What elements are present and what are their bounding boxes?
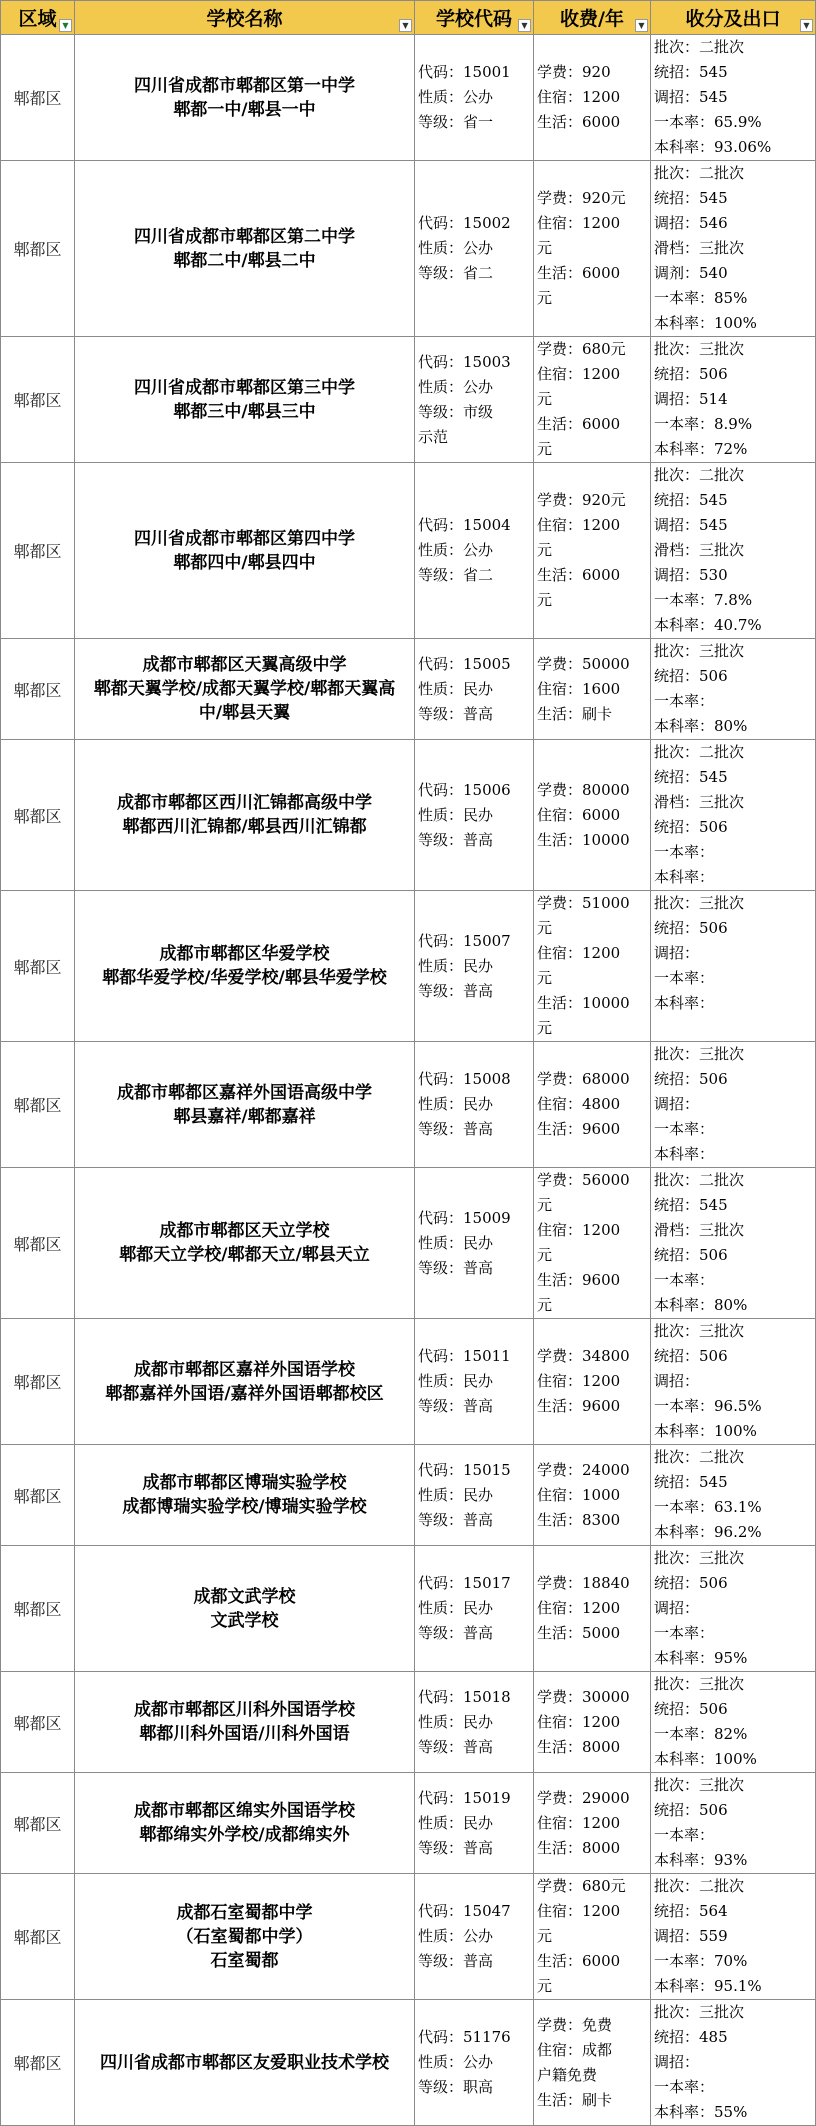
table-row <box>1 1042 816 1168</box>
school-code-cell[interactable]: 代码：15011 性质：民办 等级：普高 <box>415 1319 534 1445</box>
exit-cell[interactable]: 批次：三批次 统招：506 调招： 一本率： 本科率： <box>651 1042 816 1168</box>
table-row <box>1 35 816 161</box>
school-code-cell[interactable]: 代码：15019 性质：民办 等级：普高 <box>415 1773 534 1874</box>
school-name-line: 成都文武学校 <box>193 1586 296 1607</box>
school-name-cell[interactable] <box>75 1042 415 1168</box>
filter-active-icon[interactable]: ▼ <box>59 19 72 32</box>
table-row <box>1 161 816 337</box>
school-name-line: 郫都绵实外学校/成都绵实外 <box>139 1825 350 1845</box>
school-name-cell[interactable] <box>75 1445 415 1546</box>
dropdown-arrow-icon[interactable]: ▼ <box>635 19 648 32</box>
region-cell[interactable]: 郫都区 <box>1 891 75 1042</box>
header-school-name[interactable] <box>75 1 415 35</box>
school-name-cell[interactable] <box>75 639 415 740</box>
fee-cell[interactable]: 学费：50000 住宿：1600 生活：刷卡 <box>534 639 651 740</box>
exit-cell[interactable]: 批次：三批次 统招：506 一本率： 本科率：93% <box>651 1773 816 1874</box>
dropdown-arrow-icon[interactable]: ▼ <box>800 19 813 32</box>
fee-cell[interactable]: 学费：920元 住宿：1200 元 生活：6000 元 <box>534 161 651 337</box>
school-name-line: 郫都三中/郫县三中 <box>173 401 316 422</box>
school-name-cell[interactable] <box>75 1874 415 2000</box>
school-name-line: 成都市郫都区华爱学校 <box>159 944 330 964</box>
exit-cell[interactable]: 批次：二批次 统招：545 调招：545 一本率：65.9% 本科率：93.06% <box>651 35 816 161</box>
region-cell[interactable]: 郫都区 <box>1 1672 75 1773</box>
school-name-line: 郫县嘉祥/郫都嘉祥 <box>173 1106 316 1127</box>
region-cell[interactable]: 郫都区 <box>1 35 75 161</box>
header-school-name-label: 学校名称 <box>206 8 283 30</box>
region-cell[interactable]: 郫都区 <box>1 1874 75 2000</box>
school-name-line: 文武学校 <box>210 1610 279 1631</box>
fee-cell[interactable]: 学费：29000 住宿：1200 生活：8000 <box>534 1773 651 1874</box>
table-row <box>1 1874 816 2000</box>
exit-cell[interactable]: 批次：二批次 统招：545 滑档：三批次 统招：506 一本率： 本科率：80% <box>651 1168 816 1319</box>
school-code-cell[interactable]: 代码：15018 性质：民办 等级：普高 <box>415 1672 534 1773</box>
header-exit-label: 收分及出口 <box>685 8 781 30</box>
school-name-line: 四川省成都市郫都区第一中学 <box>134 75 355 96</box>
school-name-line: 成都市郫都区川科外国语学校 <box>134 1700 355 1720</box>
school-code-cell[interactable]: 代码：15015 性质：民办 等级：普高 <box>415 1445 534 1546</box>
exit-cell[interactable]: 批次：三批次 统招：485 调招： 一本率： 本科率：55% <box>651 2000 816 2126</box>
exit-cell[interactable]: 批次：三批次 统招：506 一本率：82% 本科率：100% <box>651 1672 816 1773</box>
header-row <box>1 1 816 35</box>
table-row <box>1 1319 816 1445</box>
school-name-cell[interactable] <box>75 463 415 639</box>
fee-cell[interactable]: 学费：24000 住宿：1000 生活：8300 <box>534 1445 651 1546</box>
fee-cell[interactable]: 学费：18840 住宿：1200 生活：5000 <box>534 1546 651 1672</box>
region-cell[interactable]: 郫都区 <box>1 1042 75 1168</box>
fee-cell[interactable]: 学费：56000 元 住宿：1200 元 生活：9600 元 <box>534 1168 651 1319</box>
school-name-cell[interactable] <box>75 891 415 1042</box>
school-name-line: 四川省成都市郫都区第四中学 <box>134 528 355 549</box>
exit-cell[interactable]: 批次：二批次 统招：545 调招：545 滑档：三批次 调招：530 一本率：7.8% 本科率：40.7% <box>651 463 816 639</box>
region-cell[interactable]: 郫都区 <box>1 639 75 740</box>
school-code-cell[interactable]: 代码：15008 性质：民办 等级：普高 <box>415 1042 534 1168</box>
fee-cell[interactable]: 学费：680元 住宿：1200 元 生活：6000 元 <box>534 337 651 463</box>
dropdown-arrow-icon[interactable]: ▼ <box>518 19 531 32</box>
school-name-line: 郫都天立学校/郫都天立/郫县天立 <box>119 1245 370 1265</box>
school-code-cell[interactable]: 代码：15017 性质：民办 等级：普高 <box>415 1546 534 1672</box>
region-cell[interactable]: 郫都区 <box>1 161 75 337</box>
header-region-label: 区域 <box>18 8 57 30</box>
school-name-line: 成都市郫都区天立学校 <box>159 1221 330 1241</box>
exit-cell[interactable]: 批次：二批次 统招：564 调招：559 一本率：70% 本科率：95.1% <box>651 1874 816 2000</box>
school-name-cell[interactable] <box>75 35 415 161</box>
school-code-cell[interactable]: 代码：15047 性质：公办 等级：普高 <box>415 1874 534 2000</box>
region-cell[interactable]: 郫都区 <box>1 463 75 639</box>
table-row <box>1 2000 816 2126</box>
fee-cell[interactable]: 学费：免费 住宿：成都 户籍免费 生活：刷卡 <box>534 2000 651 2126</box>
exit-cell[interactable]: 批次：三批次 统招：506 一本率： 本科率：80% <box>651 639 816 740</box>
school-name-line: 成都市郫都区嘉祥外国语学校 <box>134 1359 355 1380</box>
fee-cell[interactable]: 学费：51000 元 住宿：1200 元 生活：10000 元 <box>534 891 651 1042</box>
school-name-line: 成都市郫都区西川汇锦都高级中学 <box>117 793 372 813</box>
school-code-cell[interactable]: 代码：51176 性质：公办 等级：职高 <box>415 2000 534 2126</box>
fee-cell[interactable]: 学费：30000 住宿：1200 生活：8000 <box>534 1672 651 1773</box>
fee-cell[interactable]: 学费：68000 住宿：4800 生活：9600 <box>534 1042 651 1168</box>
school-name-line: （石室蜀都中学） <box>176 1926 313 1947</box>
fee-cell[interactable]: 学费：80000 住宿：6000 生活：10000 <box>534 740 651 891</box>
table-row <box>1 463 816 639</box>
table-body <box>1 35 816 2126</box>
table-row <box>1 1546 816 1672</box>
school-name-line: 郫都四中/郫县四中 <box>173 552 316 573</box>
region-cell[interactable]: 郫都区 <box>1 1319 75 1445</box>
school-name-line: 郫都天翼学校/成都天翼学校/郫都天翼高中/郫县天翼 <box>93 679 396 723</box>
header-school-code-label: 学校代码 <box>435 8 512 30</box>
dropdown-arrow-icon[interactable]: ▼ <box>399 19 412 32</box>
school-name-line: 成都市郫都区天翼高级中学 <box>142 655 347 675</box>
school-name-line: 郫都嘉祥外国语/嘉祥外国语郫都校区 <box>105 1383 384 1404</box>
school-code-cell[interactable]: 代码：15002 性质：公办 等级：省二 <box>415 161 534 337</box>
school-name-line: 郫都川科外国语/川科外国语 <box>139 1724 350 1744</box>
table-row <box>1 1168 816 1319</box>
school-name-cell[interactable] <box>75 161 415 337</box>
school-name-line: 成都石室蜀都中学 <box>176 1902 313 1923</box>
table-row <box>1 1672 816 1773</box>
school-name-cell[interactable] <box>75 337 415 463</box>
school-name-line: 成都市郫都区绵实外国语学校 <box>134 1801 355 1821</box>
exit-cell[interactable]: 批次：三批次 统招：506 调招： 一本率： 本科率： <box>651 891 816 1042</box>
exit-cell[interactable]: 批次：三批次 统招：506 调招：514 一本率：8.9% 本科率：72% <box>651 337 816 463</box>
exit-cell[interactable]: 批次：三批次 统招：506 调招： 一本率：96.5% 本科率：100% <box>651 1319 816 1445</box>
header-fee-label: 收费/年 <box>560 8 624 30</box>
region-cell[interactable]: 郫都区 <box>1 337 75 463</box>
header-fee[interactable] <box>534 1 651 35</box>
fee-cell[interactable]: 学费：680元 住宿：1200 元 生活：6000 元 <box>534 1874 651 2000</box>
school-name-line: 石室蜀都 <box>210 1950 279 1971</box>
school-name-line: 成都市郫都区嘉祥外国语高级中学 <box>117 1082 372 1103</box>
school-name-line: 郫都二中/郫县二中 <box>173 250 316 271</box>
school-code-cell[interactable]: 代码：15009 性质：民办 等级：普高 <box>415 1168 534 1319</box>
school-name-line: 郫都一中/郫县一中 <box>173 99 316 120</box>
table-row <box>1 337 816 463</box>
school-name-cell[interactable] <box>75 1168 415 1319</box>
header-region[interactable] <box>1 1 75 35</box>
region-cell[interactable]: 郫都区 <box>1 1546 75 1672</box>
header-school-code[interactable] <box>415 1 534 35</box>
table-row <box>1 740 816 891</box>
school-code-cell[interactable]: 代码：15006 性质：民办 等级：普高 <box>415 740 534 891</box>
table-row <box>1 1445 816 1546</box>
region-cell[interactable]: 郫都区 <box>1 1773 75 1874</box>
school-name-line: 四川省成都市郫都区第三中学 <box>134 377 355 398</box>
school-name-cell[interactable] <box>75 2000 415 2126</box>
school-name-cell[interactable] <box>75 1546 415 1672</box>
school-code-cell[interactable]: 代码：15001 性质：公办 等级：省一 <box>415 35 534 161</box>
region-cell[interactable]: 郫都区 <box>1 1168 75 1319</box>
region-cell[interactable]: 郫都区 <box>1 740 75 891</box>
region-cell[interactable]: 郫都区 <box>1 2000 75 2126</box>
school-name-line: 四川省成都市郫都区友爱职业技术学校 <box>100 2052 389 2073</box>
school-code-cell[interactable]: 代码：15003 性质：公办 等级：市级 示范 <box>415 337 534 463</box>
exit-cell[interactable]: 批次：二批次 统招：545 一本率：63.1% 本科率：96.2% <box>651 1445 816 1546</box>
school-name-cell[interactable] <box>75 1319 415 1445</box>
header-exit[interactable] <box>651 1 816 35</box>
table-row <box>1 1773 816 1874</box>
school-name-line: 成都市郫都区博瑞实验学校 <box>142 1473 347 1493</box>
school-code-cell[interactable]: 代码：15005 性质：民办 等级：普高 <box>415 639 534 740</box>
school-name-line: 郫都华爱学校/华爱学校/郫县华爱学校 <box>102 968 387 988</box>
school-name-line: 四川省成都市郫都区第二中学 <box>134 226 355 247</box>
school-name-cell[interactable] <box>75 1672 415 1773</box>
table-row <box>1 891 816 1042</box>
school-name-cell[interactable] <box>75 1773 415 1874</box>
school-code-cell[interactable]: 代码：15007 性质：民办 等级：普高 <box>415 891 534 1042</box>
fee-cell[interactable]: 学费：920元 住宿：1200 元 生活：6000 元 <box>534 463 651 639</box>
school-name-cell[interactable] <box>75 740 415 891</box>
fee-cell[interactable]: 学费：34800 住宿：1200 生活：9600 <box>534 1319 651 1445</box>
school-name-line: 郫都西川汇锦都/郫县西川汇锦都 <box>122 817 367 837</box>
exit-cell[interactable]: 批次：二批次 统招：545 调招：546 滑档：三批次 调剂：540 一本率：85% 本科率：100% <box>651 161 816 337</box>
table-row <box>1 639 816 740</box>
exit-cell[interactable]: 批次：三批次 统招：506 调招： 一本率： 本科率：95% <box>651 1546 816 1672</box>
school-code-cell[interactable]: 代码：15004 性质：公办 等级：省二 <box>415 463 534 639</box>
region-cell[interactable]: 郫都区 <box>1 1445 75 1546</box>
fee-cell[interactable]: 学费：920 住宿：1200 生活：6000 <box>534 35 651 161</box>
school-name-line: 成都博瑞实验学校/博瑞实验学校 <box>122 1497 367 1517</box>
exit-cell[interactable]: 批次：二批次 统招：545 滑档：三批次 统招：506 一本率： 本科率： <box>651 740 816 891</box>
